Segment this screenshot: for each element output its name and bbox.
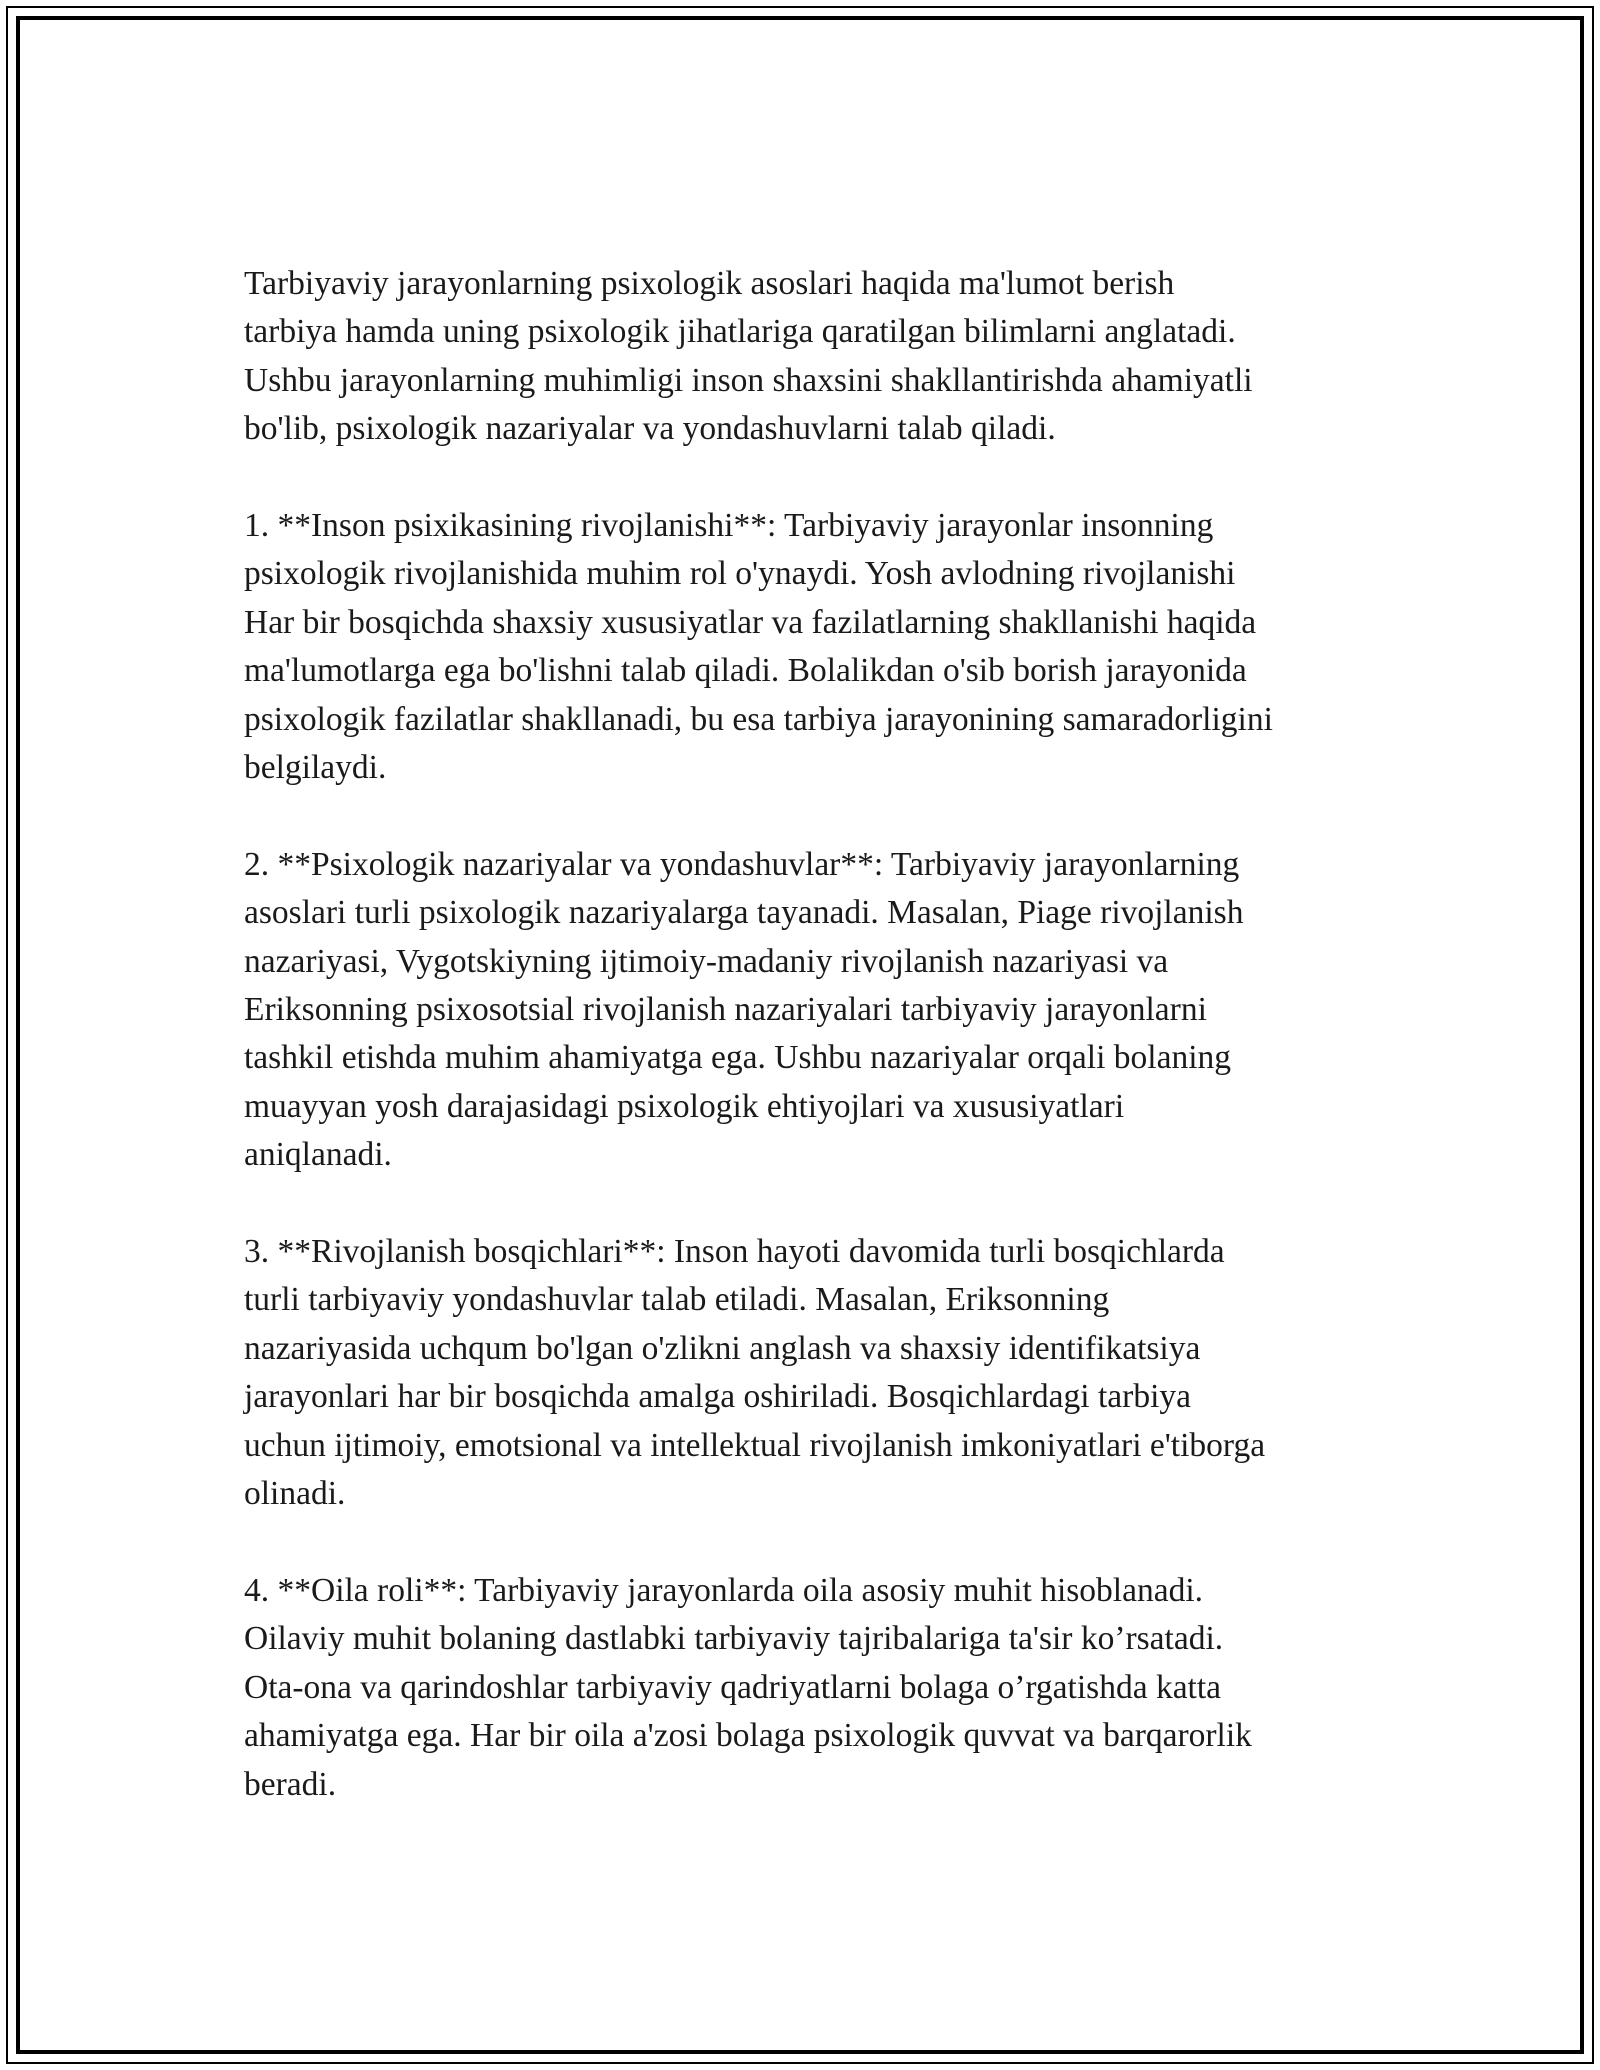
text-line: ma'lumotlarga ega bo'lishni talab qiladi. Bolalikdan o'sib borish jarayonida	[244, 652, 1247, 690]
text-line: psixologik rivojlanishida muhim rol o'ynaydi. Yosh avlodning rivojlanishi	[244, 555, 1236, 593]
paragraph-spacer	[244, 454, 1404, 502]
text-line: asoslari turli psixologik nazariyalarga tayanadi. Masalan, Piage rivojlanish	[244, 894, 1244, 932]
text-line: Eriksonning psixosotsial rivojlanish nazariyalari tarbiyaviy jarayonlarni	[244, 991, 1207, 1029]
text-line: tarbiya hamda uning psixologik jihatlariga qaratilgan bilimlarni anglatadi.	[244, 313, 1236, 351]
document-body	[244, 260, 1404, 1809]
text-line: olinadi.	[244, 1475, 346, 1513]
text-line: 4. **Oila roli**: Tarbiyaviy jarayonlarda oila asosiy muhit hisoblanadi.	[244, 1571, 1204, 1609]
paragraph-item-2	[244, 841, 1404, 1180]
text-line: 2. **Psixologik nazariyalar va yondashuvlar**: Tarbiyaviy jarayonlarning	[244, 845, 1240, 883]
text-line: Ota-ona va qarindoshlar tarbiyaviy qadriyatlarni bolaga o’rgatishda katta	[244, 1668, 1222, 1706]
text-line: beradi.	[244, 1765, 337, 1803]
paragraph-spacer	[244, 1180, 1404, 1228]
text-line: nazariyasida uchqum bo'lgan o'zlikni anglash va shaxsiy identifikatsiya	[244, 1329, 1201, 1367]
text-line: tashkil etishda muhim ahamiyatga ega. Ushbu nazariyalar orqali bolaning	[244, 1039, 1232, 1077]
text-line: 3. **Rivojlanish bosqichlari**: Inson hayoti davomida turli bosqichlarda	[244, 1233, 1225, 1271]
text-line: psixologik fazilatlar shakllanadi, bu esa tarbiya jarayonining samaradorligini	[244, 700, 1273, 738]
page-frame	[6, 6, 1594, 2064]
paragraph-item-4	[244, 1567, 1404, 1809]
text-line: ahamiyatga ega. Har bir oila a'zosi bolaga psixologik quvvat va barqarorlik	[244, 1717, 1252, 1755]
text-line: Tarbiyaviy jarayonlarning psixologik asoslari haqida ma'lumot berish	[244, 265, 1175, 302]
text-line: uchun ijtimoiy, emotsional va intellektual rivojlanish imkoniyatlari e'tiborga	[244, 1426, 1266, 1464]
text-line: Har bir bosqichda shaxsiy xususiyatlar va fazilatlarning shakllanishi haqida	[244, 603, 1257, 641]
text-line: 1. **Inson psixikasining rivojlanishi**: Tarbiyaviy jarayonlar insonning	[244, 507, 1214, 545]
paragraph-spacer	[244, 1519, 1404, 1567]
paragraph-spacer	[244, 792, 1404, 840]
text-line: jarayonlari har bir bosqichda amalga oshiriladi. Bosqichlardagi tarbiya	[244, 1378, 1191, 1416]
paragraph-item-1	[244, 502, 1404, 792]
paragraph-intro	[244, 260, 1404, 454]
paragraph-item-3	[244, 1228, 1404, 1518]
text-line: nazariyasi, Vygotskiyning ijtimoiy-madaniy rivojlanish nazariyasi va	[244, 942, 1169, 980]
text-line: aniqlanadi.	[244, 1136, 392, 1174]
text-line: Oilaviy muhit bolaning dastlabki tarbiyaviy tajribalariga ta'sir ko’rsatadi.	[244, 1620, 1224, 1658]
text-line: belgilaydi.	[244, 749, 387, 787]
text-line: bo'lib, psixologik nazariyalar va yondashuvlarni talab qiladi.	[244, 410, 1056, 448]
text-line: Ushbu jarayonlarning muhimligi inson shaxsini shakllantirishda ahamiyatli	[244, 361, 1253, 399]
text-line: turli tarbiyaviy yondashuvlar talab etiladi. Masalan, Eriksonning	[244, 1281, 1110, 1319]
text-line: muayyan yosh darajasidagi psixologik ehtiyojlari va xususiyatlari	[244, 1087, 1125, 1125]
